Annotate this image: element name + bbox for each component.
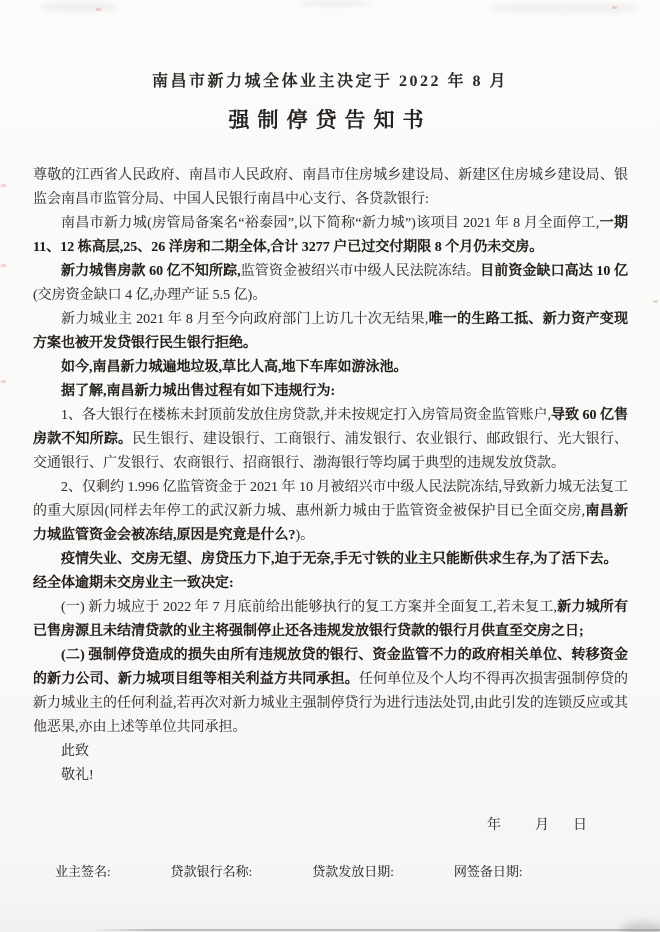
paragraph-text: (一) 新力城应于 2022 年 7 月底前给出能够执行的复工方案并全面复工,若未复工, (61, 600, 558, 615)
paragraph (33, 548, 628, 572)
loan-bank-name-label: 贷款银行名称: (170, 864, 253, 879)
paragraph-text: 任何单位及个人均不得再次损害强制停贷的新力城业主的任何利益,若再次对新力城业主强制停贷行为进行违法处罚,由此引发的连锁反应或其他恶果,亦由上述等单位共同承担。 (33, 672, 629, 735)
loan-issue-date-label: 贷款发放日期: (312, 864, 394, 879)
scan-smudge (490, 2, 640, 14)
paragraph-text-bold: 目前资金缺口高达 10 亿 (480, 264, 629, 279)
paragraph (33, 260, 628, 308)
paragraph-text: 此致 (61, 744, 89, 759)
signature-row (0, 862, 660, 882)
paragraph-text-bold: 如今,南昌新力城遍地垃圾,草比人高,地下车库如游泳池。 (61, 360, 408, 375)
month-label: 月 (535, 818, 549, 833)
paragraph (33, 308, 628, 356)
paragraph (33, 740, 628, 764)
paragraph-text-bold: 据了解,南昌新力城出售过程有如下违规行为: (61, 384, 336, 399)
paragraph-text-bold: (二) 强制停贷造成的损失由所有违规放贷的银行、资金监管不力的政府相关单位、转移资金的新力公司、新力城项目组等相关利益方共同承担。 (33, 648, 628, 687)
paragraph-text: (交房资金缺口 4 亿,办理产证 5.5 亿)。 (33, 288, 267, 303)
paragraph (33, 764, 628, 788)
scan-smudge (300, 0, 370, 7)
scan-artifact (1, 184, 6, 187)
date-line (0, 814, 660, 838)
online-sign-date-label: 网签备日期: (453, 864, 523, 879)
paragraph (33, 380, 628, 404)
scan-artifact (1, 264, 6, 267)
scan-artifact (1, 380, 6, 383)
paragraph-text: )。 (295, 528, 315, 543)
paragraph-text-bold: 一期 11、12 栋高层,25、26 洋房和二期全体,合计 3277 户已过交付期限 8 个月仍未交房。 (33, 216, 629, 255)
owner-signature-label: 业主签名: (55, 864, 111, 879)
paragraph-text: 2、仅剩约 1.996 亿监管资金于 2021 年 10 月被绍兴市中级人民法院冻结,导致新力城无法复工的重大原因(同样去年停工的武汉新力城、惠州新力城由于监管资金被保护目已全面交房, (33, 480, 628, 519)
scan-corner-shade (620, 922, 660, 932)
scan-artifact (612, 6, 617, 9)
paragraph-text-bold: 疫情失业、交房无望、房贷压力下,迫于无奈,手无寸铁的业主只能断供求生存,为了活下去。 (61, 552, 618, 567)
document-body (33, 164, 628, 788)
paragraph (33, 644, 628, 740)
paragraph (33, 572, 628, 596)
paragraph-text-bold: 新力城售房款 60 亿不知所踪, (61, 264, 241, 279)
day-label: 日 (573, 818, 587, 833)
paragraph-text-bold: 唯一的生路工抵、新力资产变现方案也被开发贷银行民生银行拒绝。 (33, 312, 629, 351)
year-label: 年 (487, 818, 501, 833)
paragraph-text-bold: 南昌新力城监管资金会被冻结,原因是究竟是什么? (33, 504, 628, 543)
paragraph-text: 民生银行、建设银行、工商银行、浦发银行、农业银行、邮政银行、光大银行、交通银行、广发银行、农商银行、招商银行、渤海银行等均属于典型的违规发放贷款。 (33, 432, 629, 471)
paragraph-text-bold: 经全体逾期未交房业主一致决定: (33, 576, 234, 591)
paragraph (33, 356, 628, 380)
paragraph-text: 尊敬的江西省人民政府、南昌市人民政府、南昌市住房城乡建设局、新建区住房城乡建设局、银监会南昌市监管分局、中国人民银行南昌中心支行、各贷款银行: (33, 168, 628, 207)
paragraph (33, 596, 628, 644)
document-header (0, 0, 660, 134)
document-subtitle: 南昌市新力城全体业主决定于 2022 年 8 月 (151, 73, 508, 90)
paragraph-text-bold: 导致 60 亿售房款不知所踪。 (33, 408, 628, 447)
scan-artifact (653, 300, 658, 303)
paragraph-text-bold: 新力城所有已售房源且未结清贷款的业主将强制停止还各违规发放银行贷款的银行月供直至交房之日; (33, 600, 629, 639)
paragraph (33, 212, 628, 260)
paragraph-text: 新力城业主 2021 年 8 月至今向政府部门上访几十次无结果, (61, 312, 429, 327)
scan-edge-shadow (92, 929, 660, 931)
scan-smudge (40, 2, 118, 12)
document-title: 强制停贷告知书 (228, 108, 432, 132)
paragraph (33, 404, 628, 476)
paragraph-text: 敬礼! (61, 768, 94, 783)
paragraph (33, 164, 628, 212)
paragraph-text: 监管资金被绍兴市中级人民法院冻结。 (240, 264, 481, 279)
paragraph (33, 476, 628, 548)
paragraph-text: 1、各大银行在楼栋未封顶前发放住房贷款,并未按规定打入房管局资金监管账户, (61, 408, 551, 423)
paragraph-text: 南昌市新力城(房管局备案名“裕泰园”,以下简称“新力城”)该项目 2021 年 8 月全面停工, (61, 216, 600, 231)
scan-artifact (96, 8, 101, 11)
